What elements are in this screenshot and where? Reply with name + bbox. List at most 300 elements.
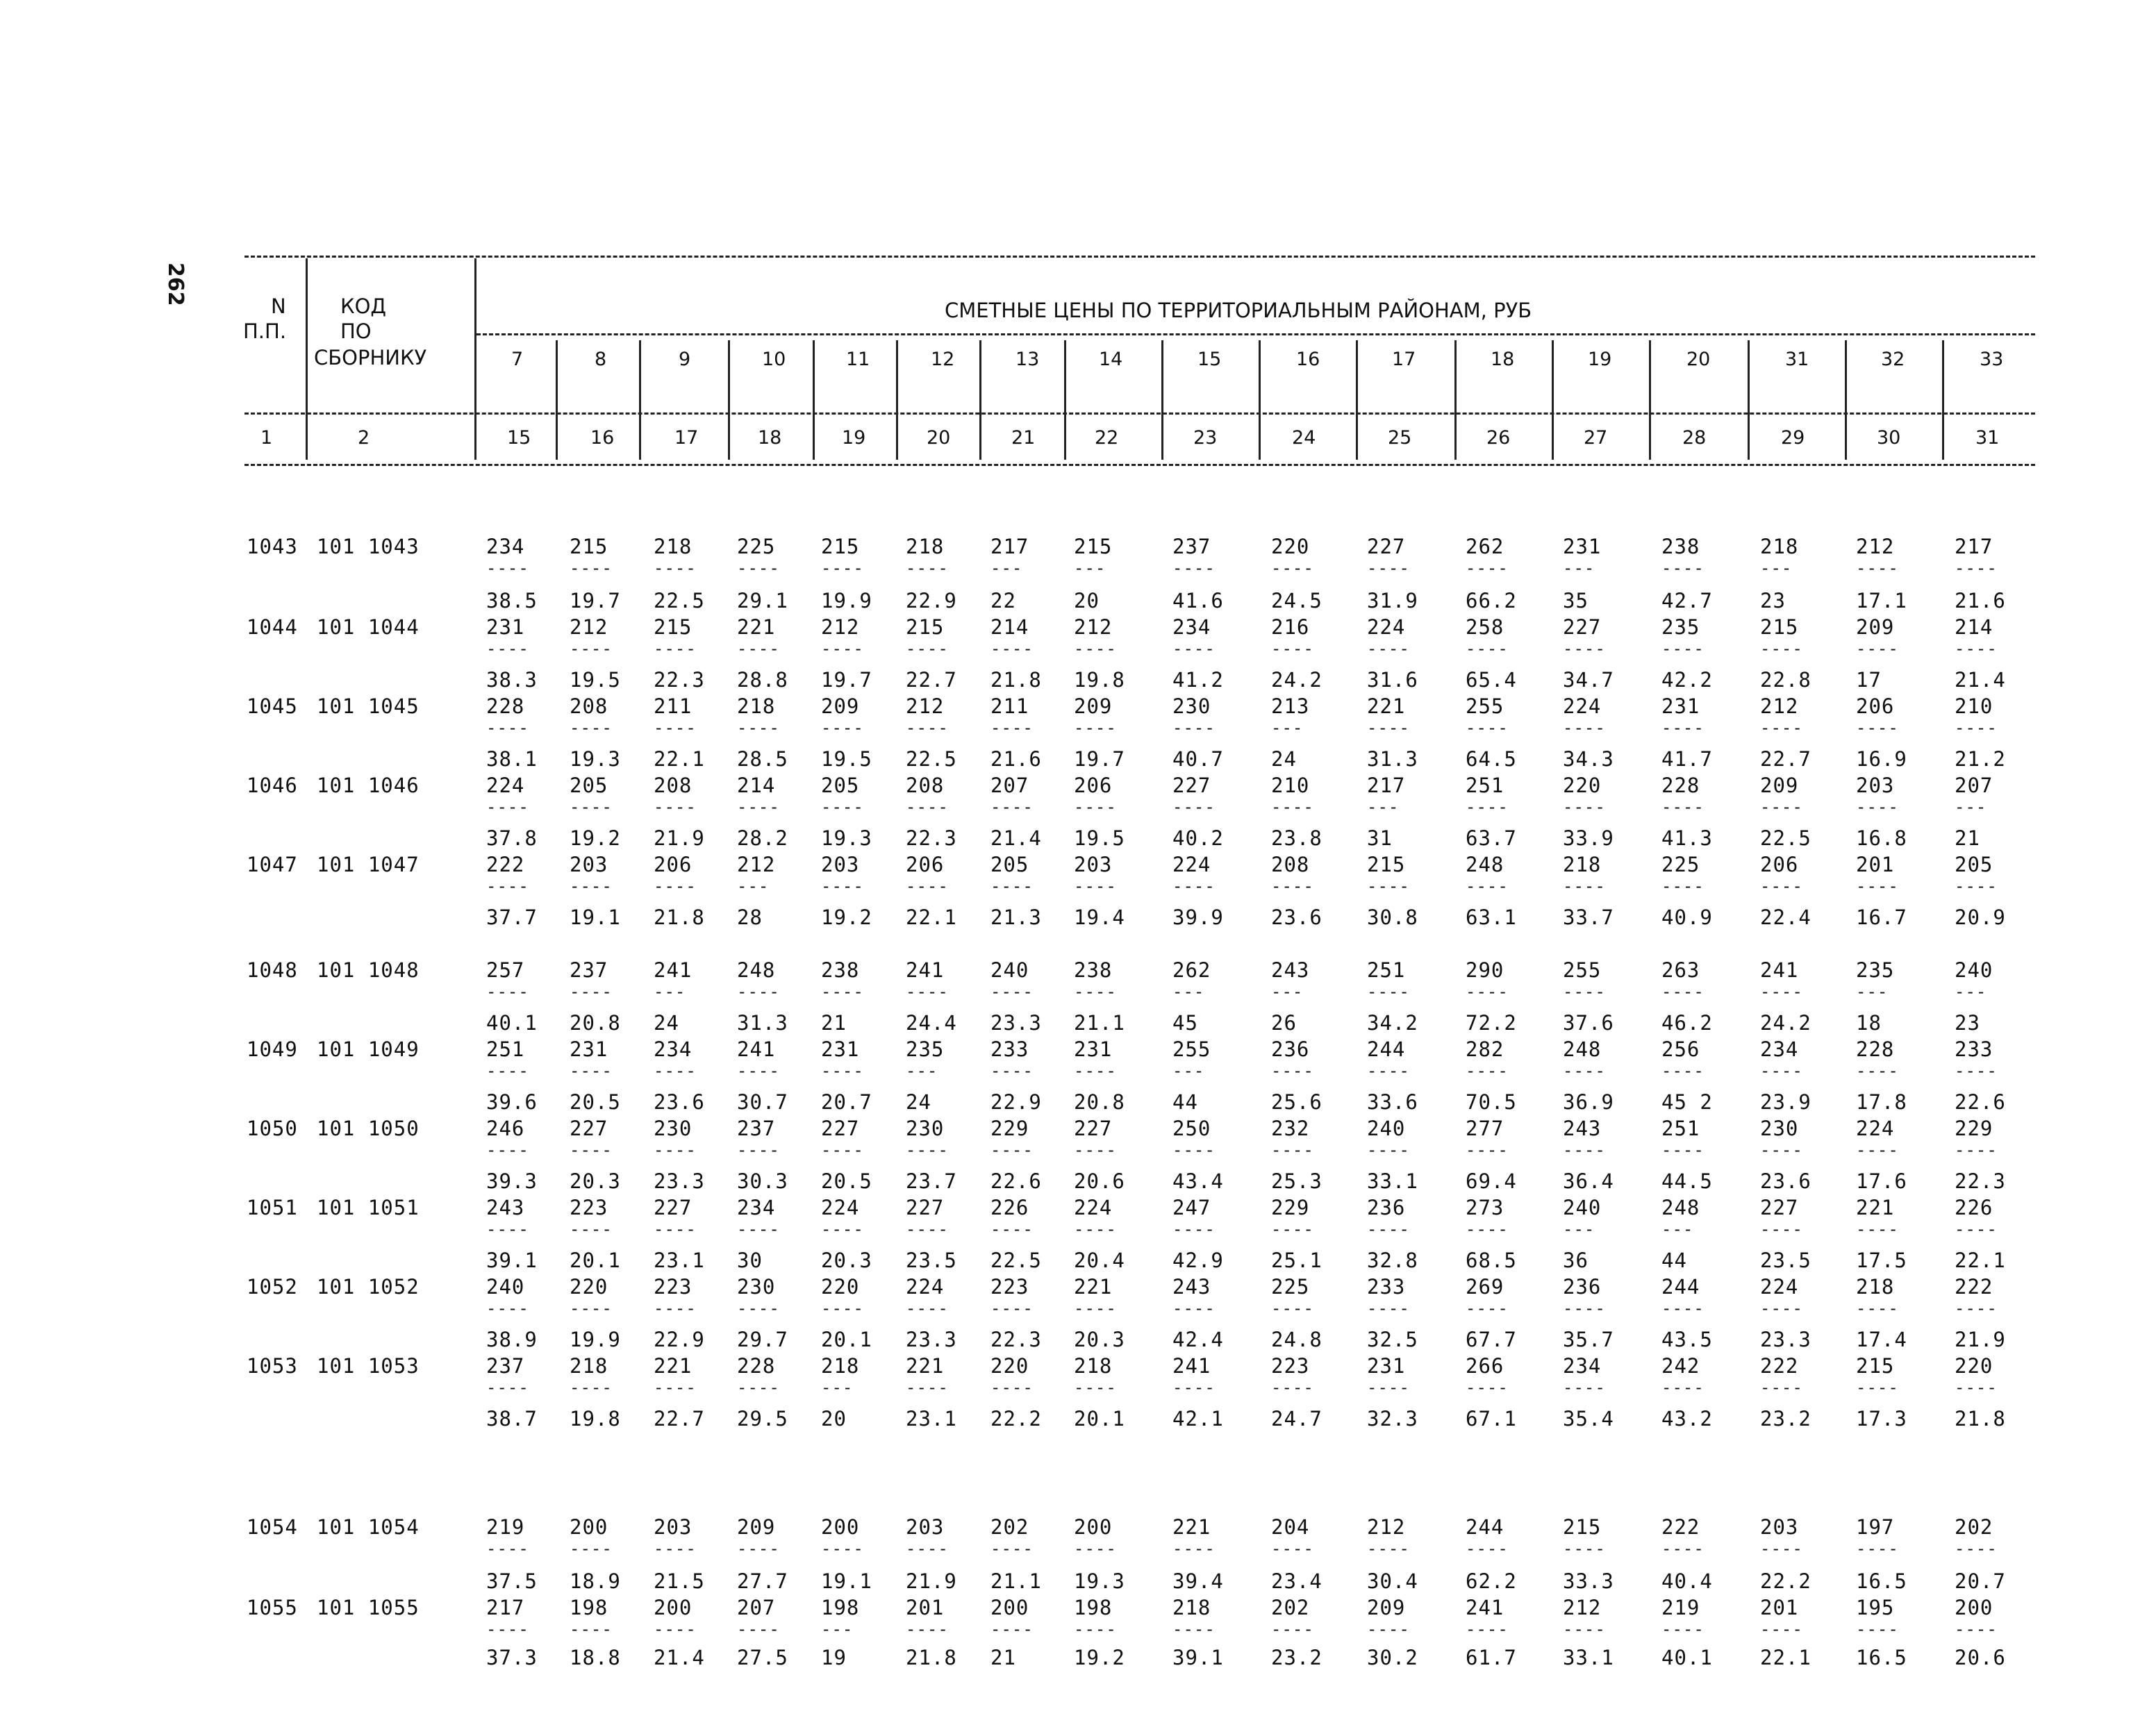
table-cell-divider: ---- bbox=[1074, 876, 1117, 896]
table-cell-divider: ---- bbox=[1367, 1539, 1410, 1558]
table-cell-divider: ---- bbox=[1074, 1378, 1117, 1397]
table-cell-value: 224 bbox=[821, 1196, 860, 1219]
table-cell-divider: ---- bbox=[1563, 1299, 1606, 1318]
table-cell-value: 222 bbox=[486, 853, 525, 876]
table-cell-value: 24.4 bbox=[906, 1011, 957, 1035]
table-cell-value: 22.1 bbox=[906, 906, 957, 929]
row-number: 1052 bbox=[247, 1275, 298, 1299]
table-cell-divider: ---- bbox=[1367, 1140, 1410, 1160]
table-cell-divider: ---- bbox=[1074, 982, 1117, 1001]
table-cell-divider: ---- bbox=[1074, 1061, 1117, 1081]
table-cell-value: 19.7 bbox=[821, 668, 872, 692]
table-cell-divider: ---- bbox=[486, 982, 529, 1001]
header-region-number: 17 bbox=[1392, 349, 1416, 370]
table-cell-value: 41.6 bbox=[1172, 589, 1224, 612]
table-cell-divider: ---- bbox=[1367, 1299, 1410, 1318]
table-cell-value: 228 bbox=[486, 694, 525, 718]
table-cell-value: 243 bbox=[1271, 958, 1310, 982]
table-cell-value: 212 bbox=[737, 853, 776, 876]
table-cell-value: 248 bbox=[1466, 853, 1504, 876]
table-cell-divider: ---- bbox=[1074, 639, 1117, 658]
table-cell-divider: ---- bbox=[1760, 1140, 1803, 1160]
table-cell-divider: ---- bbox=[990, 1539, 1034, 1558]
header-region-separator bbox=[813, 340, 815, 460]
table-cell-value: 39.6 bbox=[486, 1090, 538, 1114]
table-cell-divider: ---- bbox=[1856, 639, 1899, 658]
table-cell-divider: ---- bbox=[1466, 876, 1509, 896]
header-region-number: 31 bbox=[1785, 349, 1809, 370]
header-bottom-rule bbox=[244, 464, 2035, 466]
table-cell-divider: ---- bbox=[1661, 1140, 1705, 1160]
table-cell-value: 40.1 bbox=[486, 1011, 538, 1035]
header-col-index: 20 bbox=[927, 427, 951, 449]
table-cell-divider: ---- bbox=[1271, 1140, 1314, 1160]
table-cell-value: 22.1 bbox=[1955, 1249, 2006, 1272]
table-cell-divider: ---- bbox=[1661, 558, 1705, 578]
table-cell-value: 209 bbox=[821, 694, 860, 718]
table-cell-value: 45 bbox=[1172, 1011, 1198, 1035]
table-cell-value: 227 bbox=[906, 1196, 945, 1219]
table-cell-value: 20.1 bbox=[821, 1328, 872, 1351]
table-cell-value: 212 bbox=[570, 615, 608, 639]
table-cell-value: 250 bbox=[1172, 1117, 1211, 1140]
table-cell-value: 37.6 bbox=[1563, 1011, 1614, 1035]
table-cell-value: 33.1 bbox=[1367, 1169, 1418, 1193]
header-col-index: 26 bbox=[1486, 427, 1511, 449]
header-col-index: 30 bbox=[1877, 427, 1901, 449]
table-cell-divider: ---- bbox=[821, 1140, 864, 1160]
table-cell-divider: ---- bbox=[1661, 1378, 1705, 1397]
table-cell-divider: ---- bbox=[1955, 1061, 1998, 1081]
table-cell-value: 203 bbox=[906, 1515, 945, 1539]
table-cell-value: 37.5 bbox=[486, 1569, 538, 1593]
table-cell-value: 30.7 bbox=[737, 1090, 788, 1114]
table-cell-value: 208 bbox=[906, 774, 945, 797]
table-cell-value: 21.5 bbox=[654, 1569, 705, 1593]
table-cell-value: 215 bbox=[906, 615, 945, 639]
table-cell-value: 21.4 bbox=[990, 826, 1042, 850]
table-cell-value: 27.5 bbox=[737, 1646, 788, 1669]
table-cell-value: 200 bbox=[990, 1596, 1029, 1619]
table-cell-value: 231 bbox=[821, 1037, 860, 1061]
table-cell-value: 23.6 bbox=[1760, 1169, 1811, 1193]
table-cell-value: 33.3 bbox=[1563, 1569, 1614, 1593]
table-cell-value: 234 bbox=[1760, 1037, 1799, 1061]
table-cell-value: 207 bbox=[990, 774, 1029, 797]
table-cell-divider: ---- bbox=[1856, 718, 1899, 737]
table-cell-divider: ---- bbox=[1955, 1378, 1998, 1397]
table-cell-divider: ---- bbox=[1074, 1299, 1117, 1318]
table-cell-divider: ---- bbox=[1955, 1299, 1998, 1318]
table-cell-value: 241 bbox=[1466, 1596, 1504, 1619]
table-cell-value: 21.9 bbox=[654, 826, 705, 850]
table-cell-value: 23.6 bbox=[654, 1090, 705, 1114]
header-col-index: 18 bbox=[758, 427, 782, 449]
table-cell-divider: ---- bbox=[570, 1299, 613, 1318]
row-number: 1046 bbox=[247, 774, 298, 797]
table-cell-value: 23 bbox=[1760, 589, 1786, 612]
table-cell-value: 21 bbox=[821, 1011, 847, 1035]
table-cell-value: 38.9 bbox=[486, 1328, 538, 1351]
table-cell-value: 20.1 bbox=[1074, 1407, 1125, 1431]
table-cell-divider: ---- bbox=[1955, 1219, 1998, 1239]
table-cell-divider: ---- bbox=[906, 982, 949, 1001]
table-cell-value: 230 bbox=[1760, 1117, 1799, 1140]
header-region-separator bbox=[896, 340, 898, 460]
table-cell-value: 220 bbox=[1955, 1354, 1993, 1378]
table-cell-value: 218 bbox=[1760, 535, 1799, 558]
table-cell-value: 22.8 bbox=[1760, 668, 1811, 692]
table-cell-value: 20.4 bbox=[1074, 1249, 1125, 1272]
table-cell-divider: --- bbox=[1955, 982, 1987, 1001]
table-cell-value: 205 bbox=[570, 774, 608, 797]
table-cell-divider: ---- bbox=[1856, 1061, 1899, 1081]
table-cell-value: 215 bbox=[1367, 853, 1406, 876]
table-cell-value: 205 bbox=[990, 853, 1029, 876]
table-cell-value: 221 bbox=[654, 1354, 693, 1378]
table-cell-value: 224 bbox=[486, 774, 525, 797]
table-cell-divider: ---- bbox=[1271, 1219, 1314, 1239]
table-cell-value: 200 bbox=[1955, 1596, 1993, 1619]
table-cell-value: 231 bbox=[486, 615, 525, 639]
table-cell-value: 39.3 bbox=[486, 1169, 538, 1193]
table-cell-value: 23.2 bbox=[1760, 1407, 1811, 1431]
table-cell-divider: ---- bbox=[654, 1619, 697, 1639]
table-cell-value: 21 bbox=[1955, 826, 1980, 850]
header-col-index: 24 bbox=[1292, 427, 1316, 449]
table-cell-divider: ---- bbox=[1661, 1539, 1705, 1558]
table-cell-value: 22 bbox=[990, 589, 1016, 612]
table-cell-value: 21.4 bbox=[654, 1646, 705, 1669]
table-cell-value: 23.3 bbox=[990, 1011, 1042, 1035]
table-cell-divider: ---- bbox=[570, 1539, 613, 1558]
table-cell-value: 40.9 bbox=[1661, 906, 1713, 929]
table-cell-value: 16.7 bbox=[1856, 906, 1907, 929]
table-cell-divider: ---- bbox=[1856, 1140, 1899, 1160]
table-cell-value: 210 bbox=[1271, 774, 1310, 797]
table-cell-divider: ---- bbox=[1172, 1219, 1216, 1239]
header-region-number: 18 bbox=[1491, 349, 1515, 370]
table-cell-divider: ---- bbox=[906, 1140, 949, 1160]
table-cell-value: 31.3 bbox=[737, 1011, 788, 1035]
table-cell-value: 215 bbox=[570, 535, 608, 558]
table-cell-divider: ---- bbox=[1367, 1219, 1410, 1239]
table-cell-divider: ---- bbox=[1955, 1140, 1998, 1160]
table-cell-value: 21.8 bbox=[906, 1646, 957, 1669]
table-cell-divider: ---- bbox=[906, 876, 949, 896]
table-cell-value: 221 bbox=[1856, 1196, 1895, 1219]
table-cell-value: 277 bbox=[1466, 1117, 1504, 1140]
table-cell-value: 43.4 bbox=[1172, 1169, 1224, 1193]
table-cell-value: 68.5 bbox=[1466, 1249, 1517, 1272]
table-cell-divider: ---- bbox=[1466, 797, 1509, 817]
table-cell-divider: ---- bbox=[570, 1219, 613, 1239]
table-cell-value: 30.4 bbox=[1367, 1569, 1418, 1593]
table-cell-divider: ---- bbox=[1563, 797, 1606, 817]
header-col-index: 15 bbox=[507, 427, 531, 449]
table-cell-value: 214 bbox=[1955, 615, 1993, 639]
table-cell-divider: ---- bbox=[486, 876, 529, 896]
table-cell-value: 227 bbox=[1760, 1196, 1799, 1219]
table-cell-value: 207 bbox=[737, 1596, 776, 1619]
table-cell-divider: ---- bbox=[654, 1140, 697, 1160]
table-cell-value: 233 bbox=[990, 1037, 1029, 1061]
table-cell-divider: ---- bbox=[1172, 639, 1216, 658]
table-cell-value: 282 bbox=[1466, 1037, 1504, 1061]
table-cell-divider: --- bbox=[654, 982, 686, 1001]
table-cell-value: 44 bbox=[1172, 1090, 1198, 1114]
header-region-number: 19 bbox=[1588, 349, 1612, 370]
table-cell-value: 217 bbox=[1955, 535, 1993, 558]
table-cell-value: 72.2 bbox=[1466, 1011, 1517, 1035]
table-cell-divider: ---- bbox=[1367, 1378, 1410, 1397]
table-cell-value: 35 bbox=[1563, 589, 1589, 612]
table-cell-divider: ---- bbox=[1760, 1299, 1803, 1318]
table-cell-value: 202 bbox=[1955, 1515, 1993, 1539]
table-cell-divider: ---- bbox=[990, 1299, 1034, 1318]
table-cell-value: 263 bbox=[1661, 958, 1700, 982]
table-cell-value: 251 bbox=[486, 1037, 525, 1061]
table-cell-value: 237 bbox=[1172, 535, 1211, 558]
table-cell-value: 231 bbox=[1367, 1354, 1406, 1378]
table-cell-value: 19.2 bbox=[821, 906, 872, 929]
table-cell-divider: ---- bbox=[486, 1061, 529, 1081]
table-cell-value: 221 bbox=[737, 615, 776, 639]
table-cell-value: 23.4 bbox=[1271, 1569, 1322, 1593]
table-cell-divider: ---- bbox=[821, 1299, 864, 1318]
table-cell-divider: ---- bbox=[1661, 876, 1705, 896]
table-cell-value: 212 bbox=[906, 694, 945, 718]
table-cell-value: 206 bbox=[1760, 853, 1799, 876]
table-cell-divider: ---- bbox=[1760, 876, 1803, 896]
table-cell-value: 24 bbox=[654, 1011, 679, 1035]
table-cell-divider: ---- bbox=[1563, 1061, 1606, 1081]
table-cell-value: 70.5 bbox=[1466, 1090, 1517, 1114]
table-cell-value: 206 bbox=[654, 853, 693, 876]
table-cell-value: 241 bbox=[737, 1037, 776, 1061]
table-cell-value: 19.8 bbox=[1074, 668, 1125, 692]
table-cell-value: 42.4 bbox=[1172, 1328, 1224, 1351]
table-cell-value: 205 bbox=[821, 774, 860, 797]
table-cell-divider: ---- bbox=[821, 718, 864, 737]
table-cell-value: 220 bbox=[1563, 774, 1602, 797]
header-region-separator bbox=[556, 340, 558, 460]
table-cell-value: 33.9 bbox=[1563, 826, 1614, 850]
header-region-separator bbox=[1552, 340, 1554, 460]
table-cell-value: 200 bbox=[654, 1596, 693, 1619]
table-cell-divider: ---- bbox=[1661, 1619, 1705, 1639]
table-cell-value: 220 bbox=[570, 1275, 608, 1299]
table-cell-value: 225 bbox=[1661, 853, 1700, 876]
header-region-number: 9 bbox=[679, 349, 691, 370]
table-cell-divider: ---- bbox=[1074, 797, 1117, 817]
table-cell-value: 218 bbox=[654, 535, 693, 558]
table-cell-value: 23.1 bbox=[654, 1249, 705, 1272]
table-cell-value: 18 bbox=[1856, 1011, 1882, 1035]
row-code: 101 1055 bbox=[317, 1596, 420, 1619]
table-cell-value: 231 bbox=[1074, 1037, 1113, 1061]
table-cell-value: 200 bbox=[1074, 1515, 1113, 1539]
table-cell-value: 237 bbox=[570, 958, 608, 982]
row-code: 101 1046 bbox=[317, 774, 420, 797]
table-cell-value: 40.4 bbox=[1661, 1569, 1713, 1593]
table-cell-divider: ---- bbox=[570, 1140, 613, 1160]
table-cell-divider: ---- bbox=[570, 1061, 613, 1081]
table-cell-value: 198 bbox=[570, 1596, 608, 1619]
table-cell-divider: ---- bbox=[1955, 876, 1998, 896]
header-col-index: 17 bbox=[674, 427, 699, 449]
header-region-number: 33 bbox=[1980, 349, 2004, 370]
table-cell-value: 22.7 bbox=[906, 668, 957, 692]
table-cell-value: 17.6 bbox=[1856, 1169, 1907, 1193]
table-cell-value: 209 bbox=[1367, 1596, 1406, 1619]
table-cell-value: 20.7 bbox=[821, 1090, 872, 1114]
row-code: 101 1048 bbox=[317, 958, 420, 982]
row-number: 1043 bbox=[247, 535, 298, 558]
table-cell-value: 227 bbox=[1074, 1117, 1113, 1140]
header-region-number: 15 bbox=[1197, 349, 1222, 370]
table-cell-divider: ---- bbox=[1856, 1299, 1899, 1318]
table-cell-value: 33.7 bbox=[1563, 906, 1614, 929]
table-cell-divider: ---- bbox=[654, 1299, 697, 1318]
header-sborniku: СБОРНИКУ bbox=[314, 346, 427, 369]
table-cell-value: 224 bbox=[1563, 694, 1602, 718]
table-cell-value: 23.5 bbox=[1760, 1249, 1811, 1272]
table-cell-value: 197 bbox=[1856, 1515, 1895, 1539]
header-col-index-1: 1 bbox=[260, 427, 273, 449]
table-cell-value: 31.3 bbox=[1367, 747, 1418, 771]
table-cell-value: 241 bbox=[1172, 1354, 1211, 1378]
table-cell-value: 221 bbox=[1367, 694, 1406, 718]
table-cell-value: 63.1 bbox=[1466, 906, 1517, 929]
table-cell-value: 32.5 bbox=[1367, 1328, 1418, 1351]
table-cell-value: 29.7 bbox=[737, 1328, 788, 1351]
table-cell-value: 61.7 bbox=[1466, 1646, 1517, 1669]
table-cell-value: 16.5 bbox=[1856, 1646, 1907, 1669]
header-region-separator bbox=[1064, 340, 1066, 460]
table-cell-value: 22.5 bbox=[990, 1249, 1042, 1272]
table-cell-value: 20.5 bbox=[821, 1169, 872, 1193]
table-cell-divider: ---- bbox=[1563, 1378, 1606, 1397]
table-cell-divider: ---- bbox=[1466, 1219, 1509, 1239]
table-cell-value: 36 bbox=[1563, 1249, 1589, 1272]
table-cell-value: 25.3 bbox=[1271, 1169, 1322, 1193]
table-cell-value: 32.8 bbox=[1367, 1249, 1418, 1272]
table-cell-value: 19.8 bbox=[570, 1407, 621, 1431]
table-cell-divider: --- bbox=[1760, 558, 1793, 578]
table-cell-value: 69.4 bbox=[1466, 1169, 1517, 1193]
row-number: 1044 bbox=[247, 615, 298, 639]
table-cell-divider: ---- bbox=[1856, 876, 1899, 896]
table-cell-value: 203 bbox=[1074, 853, 1113, 876]
table-cell-divider: ---- bbox=[1466, 1378, 1509, 1397]
table-cell-divider: ---- bbox=[990, 1140, 1034, 1160]
header-region-number: 16 bbox=[1296, 349, 1320, 370]
table-cell-divider: ---- bbox=[821, 1219, 864, 1239]
table-cell-divider: --- bbox=[821, 1378, 854, 1397]
table-cell-value: 230 bbox=[906, 1117, 945, 1140]
table-cell-value: 223 bbox=[570, 1196, 608, 1219]
table-cell-divider: ---- bbox=[1367, 876, 1410, 896]
table-cell-value: 208 bbox=[654, 774, 693, 797]
table-cell-divider: ---- bbox=[486, 1539, 529, 1558]
table-cell-divider: ---- bbox=[1367, 639, 1410, 658]
table-cell-value: 41.2 bbox=[1172, 668, 1224, 692]
table-cell-value: 217 bbox=[990, 535, 1029, 558]
table-cell-value: 255 bbox=[1563, 958, 1602, 982]
header-kod: КОД bbox=[340, 294, 387, 318]
table-cell-value: 28.8 bbox=[737, 668, 788, 692]
table-cell-divider: ---- bbox=[1563, 1619, 1606, 1639]
table-cell-divider: ---- bbox=[570, 982, 613, 1001]
table-cell-value: 218 bbox=[737, 694, 776, 718]
table-cell-value: 16.5 bbox=[1856, 1569, 1907, 1593]
header-sep-n bbox=[306, 258, 308, 460]
table-cell-divider: --- bbox=[1172, 1061, 1205, 1081]
header-region-number: 7 bbox=[511, 349, 524, 370]
table-cell-value: 255 bbox=[1172, 1037, 1211, 1061]
table-cell-value: 21.1 bbox=[1074, 1011, 1125, 1035]
table-cell-value: 16.8 bbox=[1856, 826, 1907, 850]
table-cell-value: 24.8 bbox=[1271, 1328, 1322, 1351]
table-cell-divider: ---- bbox=[906, 1539, 949, 1558]
header-region-separator bbox=[1161, 340, 1163, 460]
table-cell-value: 241 bbox=[654, 958, 693, 982]
table-cell-value: 29.5 bbox=[737, 1407, 788, 1431]
table-cell-value: 221 bbox=[906, 1354, 945, 1378]
table-cell-divider: ---- bbox=[737, 718, 780, 737]
table-cell-divider: ---- bbox=[1271, 558, 1314, 578]
table-cell-value: 30 bbox=[737, 1249, 763, 1272]
table-cell-value: 38.7 bbox=[486, 1407, 538, 1431]
table-cell-value: 226 bbox=[1955, 1196, 1993, 1219]
table-cell-divider: ---- bbox=[654, 1219, 697, 1239]
header-region-separator bbox=[1356, 340, 1358, 460]
table-cell-value: 33.1 bbox=[1563, 1646, 1614, 1669]
header-region-separator bbox=[979, 340, 981, 460]
table-cell-value: 251 bbox=[1661, 1117, 1700, 1140]
header-region-number: 20 bbox=[1686, 349, 1711, 370]
table-cell-value: 215 bbox=[1563, 1515, 1602, 1539]
table-cell-value: 42.2 bbox=[1661, 668, 1713, 692]
table-cell-value: 19.7 bbox=[1074, 747, 1125, 771]
table-cell-value: 208 bbox=[1271, 853, 1310, 876]
table-cell-divider: ---- bbox=[990, 639, 1034, 658]
table-cell-value: 221 bbox=[1172, 1515, 1211, 1539]
table-cell-value: 231 bbox=[1563, 535, 1602, 558]
table-cell-divider: ---- bbox=[570, 639, 613, 658]
table-cell-value: 23.5 bbox=[906, 1249, 957, 1272]
table-cell-value: 21.8 bbox=[990, 668, 1042, 692]
table-cell-divider: --- bbox=[1856, 982, 1889, 1001]
table-cell-divider: ---- bbox=[1172, 1619, 1216, 1639]
table-cell-value: 200 bbox=[570, 1515, 608, 1539]
table-cell-value: 21.6 bbox=[1955, 589, 2006, 612]
table-cell-divider: ---- bbox=[1466, 982, 1509, 1001]
table-cell-value: 209 bbox=[1856, 615, 1895, 639]
table-cell-divider: ---- bbox=[1955, 718, 1998, 737]
table-cell-divider: --- bbox=[990, 558, 1023, 578]
table-cell-value: 224 bbox=[906, 1275, 945, 1299]
table-cell-divider: ---- bbox=[1661, 639, 1705, 658]
table-cell-divider: ---- bbox=[906, 718, 949, 737]
table-cell-value: 22.7 bbox=[1760, 747, 1811, 771]
table-cell-value: 19.7 bbox=[570, 589, 621, 612]
row-number: 1053 bbox=[247, 1354, 298, 1378]
table-cell-divider: ---- bbox=[821, 982, 864, 1001]
header-pp: П.П. bbox=[243, 319, 287, 343]
table-cell-value: 20.3 bbox=[821, 1249, 872, 1272]
